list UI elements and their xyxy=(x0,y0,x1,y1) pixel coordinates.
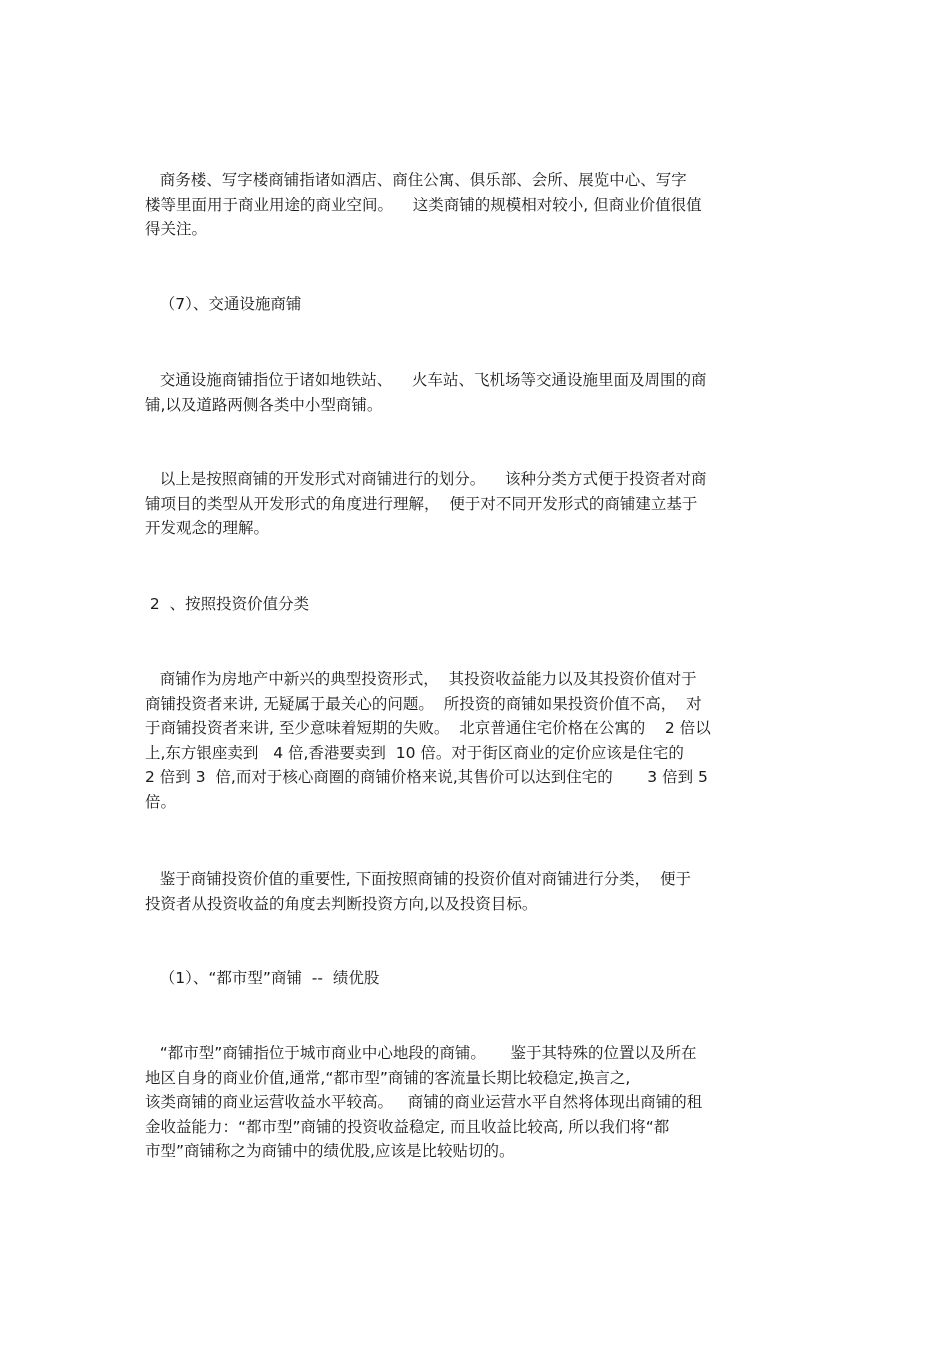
text-line: 金收益能力：“都市型”商铺的投资收益稳定, 而且收益比较高, 所以我们将“都 xyxy=(145,1117,670,1136)
text-line: 该类商铺的商业运营收益水平较高。 商铺的商业运营水平自然将体现出商铺的租 xyxy=(145,1093,703,1111)
text-line: 倍。 xyxy=(145,792,177,811)
paragraph-transport-facility-shops xyxy=(145,368,790,417)
text-line: 商铺投资者来讲, 无疑属于最关心的问题。 所投资的商铺如果投资价值不高， 对 xyxy=(145,694,702,713)
text-line: 投资者从投资收益的角度去判断投资方向,以及投资目标。 xyxy=(145,894,538,913)
text-line: 铺,以及道路两侧各类中小型商铺。 xyxy=(145,395,383,414)
text-line: 开发观念的理解。 xyxy=(145,519,270,537)
text-line: 铺项目的类型从开发形式的角度进行理解， 便于对不同开发形式的商铺建立基于 xyxy=(145,494,698,513)
text-line: 2 倍到 3 倍,而对于核心商圈的商铺价格来说,其售价可以达到住宅的 3 倍到 5 xyxy=(145,768,708,786)
paragraph-classification-intro xyxy=(145,867,790,916)
text-line: 楼等里面用于商业用途的商业空间。 这类商铺的规模相对较小, 但商业价值很值 xyxy=(145,195,702,214)
paragraph-business-building-shops xyxy=(145,168,790,242)
paragraph-urban-shops xyxy=(145,1041,790,1164)
text-line: 鉴于商铺投资价值的重要性, 下面按照商铺的投资价值对商铺进行分类， 便于 xyxy=(145,870,691,888)
paragraph-development-form-summary xyxy=(145,467,790,541)
text-line: 上,东方银座卖到 4 倍,香港要卖到 10 倍。对于街区商业的定价应该是住宅的 xyxy=(145,743,684,762)
text-line: 市型”商铺称之为商铺中的绩优股,应该是比较贴切的。 xyxy=(145,1142,515,1160)
text-line: 交通设施商铺指位于诸如地铁站、 火车站、飞机场等交通设施里面及周围的商 xyxy=(145,371,707,389)
text-line: 以上是按照商铺的开发形式对商铺进行的划分。 该种分类方式便于投资者对商 xyxy=(145,470,707,488)
text-line: 地区自身的商业价值,通常,“都市型”商铺的客流量长期比较稳定,换言之, xyxy=(145,1068,631,1087)
document-page xyxy=(145,0,790,1345)
paragraph-investment-value xyxy=(145,667,790,814)
section-heading: 2 、按照投资价值分类 xyxy=(145,595,310,613)
heading-urban-shops xyxy=(145,966,790,991)
text-line: “都市型”商铺指位于城市商业中心地段的商铺。 鉴于其特殊的位置以及所在 xyxy=(145,1044,697,1062)
section-heading: （7）、交通设施商铺 xyxy=(145,295,302,313)
text-line: 于商铺投资者来讲, 至少意味着短期的失败。 北京普通住宅价格在公寓的 2 倍以 xyxy=(145,719,711,737)
section-heading: （1）、“都市型”商铺 -- 绩优股 xyxy=(145,969,380,987)
text-line: 得关注。 xyxy=(145,220,208,238)
text-line: 商铺作为房地产中新兴的典型投资形式， 其投资收益能力以及其投资价值对于 xyxy=(145,670,697,688)
heading-investment-value-classification xyxy=(145,592,790,617)
text-line: 商务楼、写字楼商铺指诸如酒店、商住公寓、俱乐部、会所、展览中心、写字 xyxy=(145,171,687,189)
heading-transport-facility-shops xyxy=(145,292,790,317)
